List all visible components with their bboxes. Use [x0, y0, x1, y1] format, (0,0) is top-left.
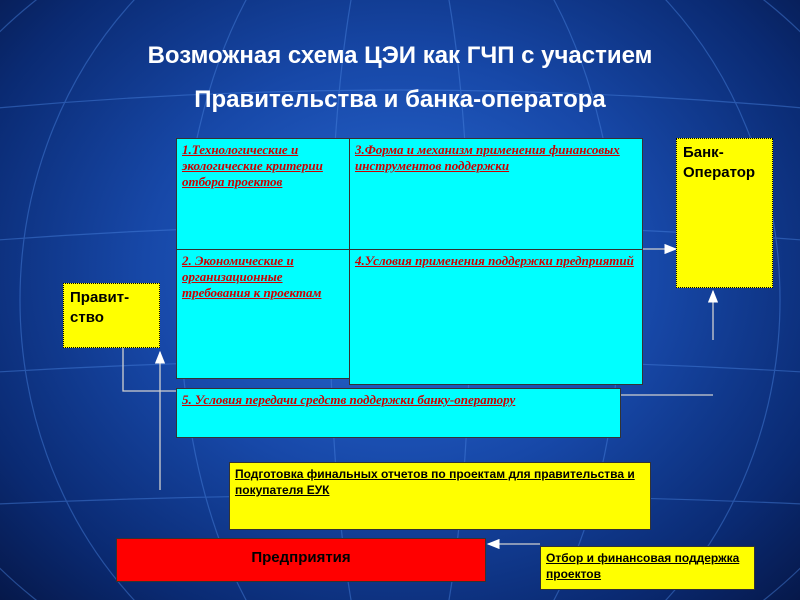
title-line-1: Возможная схема ЦЭИ как ГЧП с участием [147, 42, 653, 69]
transfer-conditions-label: 5. Условия передачи средств поддержки банку-оператору [182, 392, 516, 407]
econ-requirements-label: 2. Экономические и организационные требования к проектам [182, 253, 322, 300]
econ-requirements-box [176, 249, 350, 379]
final-reports-box [229, 462, 651, 530]
selection-support-box [540, 546, 755, 590]
enterprises-box [116, 538, 486, 582]
tech-criteria-box [176, 138, 350, 250]
support-conditions-box [349, 249, 643, 385]
form-mechanism-label: 3.Форма и механизм применения финансовых инструментов поддержки [355, 142, 620, 173]
title-line-2: Правительства и банка-оператора [194, 86, 606, 113]
enterprises-label: Предприятия [251, 549, 351, 566]
bank-operator-label: Банк-Оператор [683, 144, 756, 181]
government-label: Правит-ство [70, 289, 130, 326]
selection-support-label: Отбор и финансовая поддержка проектов [546, 551, 740, 581]
form-mechanism-box [349, 138, 643, 250]
transfer-conditions-box [176, 388, 621, 438]
support-conditions-label: 4.Условия применения поддержки предприятий [355, 253, 634, 268]
bank-operator-box [676, 138, 773, 288]
government-box [63, 283, 160, 348]
final-reports-label: Подготовка финальных отчетов по проектам для правительства и покупателя ЕУК [235, 467, 635, 497]
tech-criteria-label: 1.Технологические и экологические критерии отбора проектов [182, 142, 323, 189]
